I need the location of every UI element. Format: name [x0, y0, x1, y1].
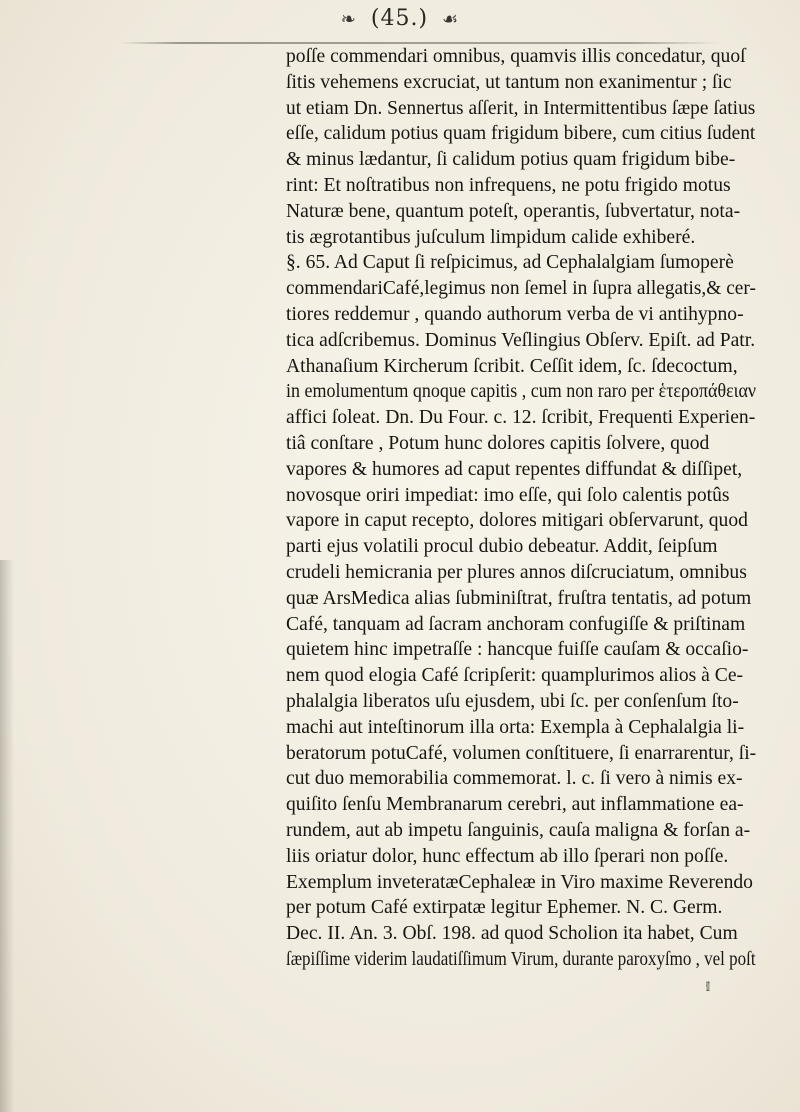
text-line: per potum Café extirpatæ legitur Ephemer. N. C. Germ.: [286, 897, 723, 919]
text-line: vapores & humores ad caput repentes diffundat & diſſipet,: [286, 458, 743, 480]
body-text: [286, 44, 756, 998]
text-line: machi aut inteſtinorum illa orta: Exempla à Cephalalgia li-: [286, 716, 745, 738]
text-line: Café, tanquam ad ſacram anchoram confugiſſe & priſtinam: [286, 613, 746, 635]
binding-shadow: [0, 560, 14, 1112]
text-line: poſſe commendari omnibus, quamvis illis concedatur, quoſ: [286, 46, 746, 67]
text-line: quietem hinc impetraſſe : hancque fuiſſe cauſam & occaſio-: [286, 639, 749, 661]
text-line: crudeli hemicrania per plures annos diſcruciatum, omnibus: [286, 561, 747, 583]
text-line: Naturæ bene, quantum poteſt, operantis, ſubvertatur, nota-: [286, 200, 741, 222]
text-line: Athanaſium Kircherum ſcribit. Ceſſit idem, ſc. ſdecoctum,: [286, 355, 738, 377]
text-line: rundem, aut ab impetu ſanguinis, cauſa maligna & forſan a-: [286, 819, 751, 841]
page-header: [0, 6, 800, 31]
text-line: commendariCafé,legimus non ſemel in ſupra allegatis,& cer-: [286, 278, 756, 300]
text-line: tiâ conſtare , Potum hunc dolores capitis ſolvere, quod: [286, 432, 710, 454]
text-line: eum: [706, 974, 710, 996]
text-line: ut etiam Dn. Sennertus aſſerit, in Intermittentibus ſæpe ſatius: [286, 97, 756, 119]
text-line: in emolumentum qnoque capitis , cum non raro per ἑτεροπάθειαν: [286, 381, 757, 403]
text-line: nem quod elogia Café ſcripſerit: quamplurimos alios à Ce-: [286, 665, 744, 687]
text-line: Dec. II. An. 3. Obſ. 198. ad quod Scholion ita habet, Cum: [286, 923, 738, 945]
text-line: vapore in caput recepto, dolores mitigari obſervarunt, quod: [286, 510, 748, 532]
text-line: parti ejus volatili procul dubio debeatur. Addit, ſeipſum: [286, 536, 718, 558]
text-line: ſitis vehemens excruciat, ut tantum non exanimentur ; ſic: [286, 71, 732, 93]
ornament-right-icon: ☙: [442, 9, 460, 30]
text-line: tis ægrotantibus juſculum limpidum calide exhiberé.: [286, 226, 696, 248]
text-line: cut duo memorabilia commemorat. l. c. ſi vero à nimis ex-: [286, 768, 743, 790]
ornament-left-icon: ❧: [340, 9, 357, 30]
text-line: ſæpiſſime viderim laudatiſſimum Virum, durante paroxyſmo , vel poſt: [286, 948, 756, 970]
text-line: affici ſoleat. Dn. Du Four. c. 12. ſcribit, Frequenti Experien-: [286, 407, 756, 429]
text-line: eſſe, calidum potius quam frigidum bibere, cum citius ſudent: [286, 123, 756, 145]
text-line: & minus lædantur, ſi calidum potius quam frigidum bibe-: [286, 149, 736, 171]
text-line: phalalgia liberatos uſu ejusdem, ubi ſc. per conſenſum ſto-: [286, 690, 739, 712]
text-line: quæ ArsMedica alias ſubminiſtrat, fruſtra tentatis, ad potum: [286, 587, 752, 609]
text-line: beratorum potuCafé, volumen conſtituere, ſi enarrarentur, ſi-: [286, 742, 757, 764]
text-line: Exemplum inveteratæCephaleæ in Viro maxime Reverendo: [286, 871, 753, 893]
text-line: quiſito ſenſu Membranarum cerebri, aut inflammatione ea-: [286, 794, 744, 816]
text-line: tica adſcribemus. Dominus Veſlingius Obſerv. Epiſt. ad Patr.: [286, 329, 756, 351]
text-line: rint: Et noſtratibus non infrequens, ne potu frigido motus: [286, 174, 731, 196]
text-line: novosque oriri impediat: imo eſſe, qui ſolo calentis potûs: [286, 484, 730, 506]
text-line: liis oriatur dolor, hunc effectum ab illo ſperari non poſſe.: [286, 845, 729, 867]
page-number: (45.): [370, 6, 429, 31]
text-line: tiores reddemur , quando authorum verba de vi antihypno-: [286, 303, 744, 325]
text-line: §. 65. Ad Caput ſi reſpicimus, ad Cephalalgiam ſumoperè: [286, 252, 734, 274]
